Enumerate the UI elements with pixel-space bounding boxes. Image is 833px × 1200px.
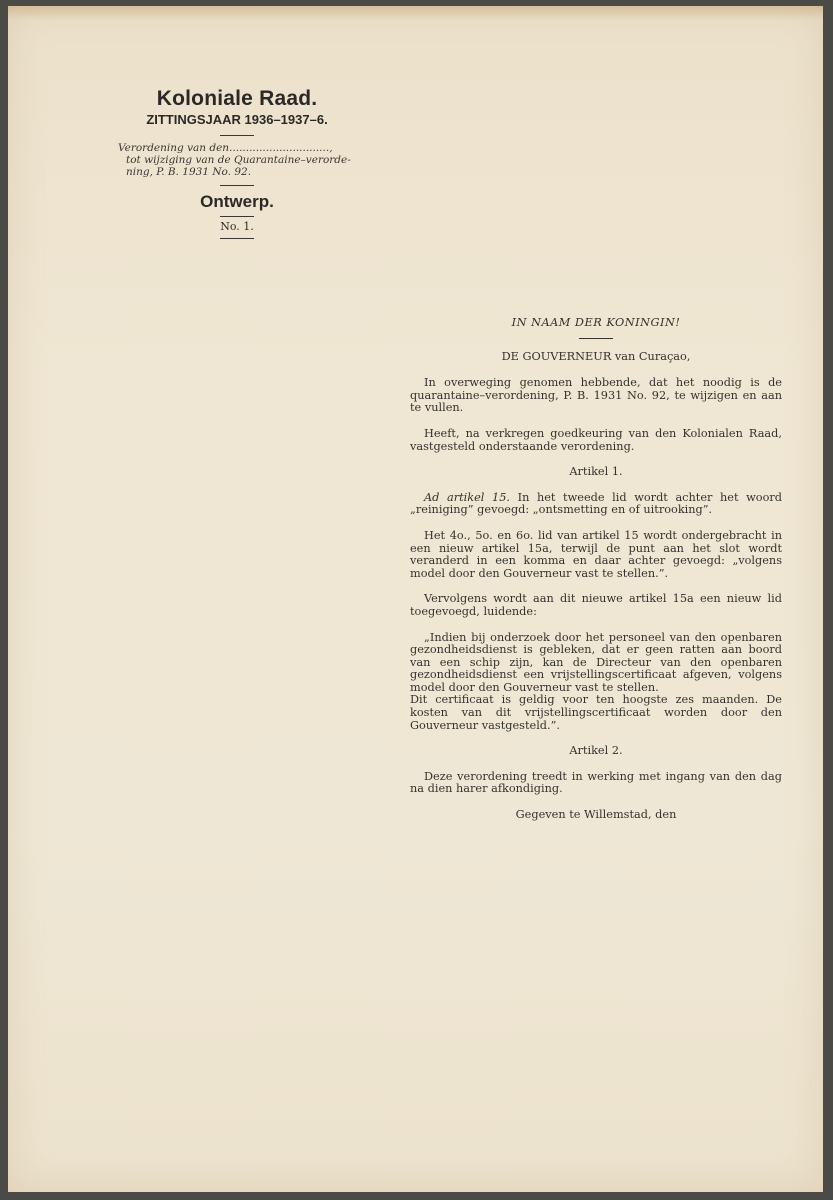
article-1-heading: Artikel 1. [569,465,623,479]
added-paragraph [410,593,782,618]
moved-text: Het 4o., 5o. en 6o. lid van artikel 15 wordt ondergebracht in een nieuw artikel 15a, terwijl de punt aan het slot wordt veranderd in een komma en daar achter gevoegd: „volgens model door den Gouverneur vast te stellen.”. [410,528,782,580]
body-rule [579,338,613,339]
header-rule [220,185,254,186]
header-rule [220,135,254,136]
commencement-paragraph [410,771,782,796]
governor-line: DE GOUVERNEUR van Curaçao, [501,349,691,363]
document-page [8,6,823,1192]
council-title: Koloniale Raad. [156,87,318,110]
page-edge-shading [8,6,823,20]
enacted-paragraph [410,428,782,453]
enacted-text: Heeft, na verkregen goedkeuring van den Kolonialen Raad, vastgesteld onderstaande verordening. [410,426,782,453]
article-2-heading: Artikel 2. [569,744,623,758]
ordinance-line: Verordening van den.............................., [118,142,333,154]
invocation-heading: IN NAAM DER KONINGIN! [511,316,681,329]
ordinance-body [410,317,782,822]
document-header [106,86,368,245]
commencement-text: Deze verordening treedt in werking met ingang van den dag na dien harer afkondiging. [410,769,782,796]
session-year: ZITTINGSJAAR 1936–1937–6. [146,112,328,127]
ad-article-paragraph [410,492,782,517]
header-rule [220,216,254,217]
signoff-line: Gegeven te Willemstad, den [515,808,677,822]
ordinance-line: ning, P. B. 1931 No. 92. [126,166,252,178]
quote-text-1: „Indien bij onderzoek door het personeel van den openbaren gezondheidsdienst is gebleken, dat er geen ratten aan boord van een schip zijn, kan de Directeur van den openbaren gezondheidsdienst een vrijstellingscertificaat afgeven, volgens model door den Gouverneur vast te stellen. [410,630,782,694]
header-rule [220,238,254,239]
ordinance-title [106,142,368,178]
added-text: Vervolgens wordt aan dit nieuwe artikel 15a een nieuw lid toegevoegd, luidende: [410,592,782,618]
quoted-new-paragraph [410,632,782,733]
draft-label: Ontwerp. [200,192,274,211]
ordinance-line: tot wijziging van de Quarantaine–verorde- [126,154,351,166]
quote-text-2: Dit certificaat is geldig voor ten hoogste zes maanden. De kosten van dit vrijstellingscertificaat worden door den Gouverneur vastgesteld.”. [410,693,782,732]
draft-number: No. 1. [220,220,254,233]
considering-text: In overweging genomen hebbende, dat het noodig is de quarantaine–verordening, P. B. 1931 No. 92, te wijzigen en aan te vullen. [410,376,782,415]
considering-paragraph [410,377,782,415]
moved-paragraph [410,530,782,580]
quote-part [410,694,782,732]
quote-part [410,632,782,695]
ad-article-label: Ad artikel 15. [424,490,510,504]
ad-article-text: In het tweede lid wordt achter het woord „reiniging” gevoegd: „ontsmetting en of uitrooking”. [410,490,783,517]
